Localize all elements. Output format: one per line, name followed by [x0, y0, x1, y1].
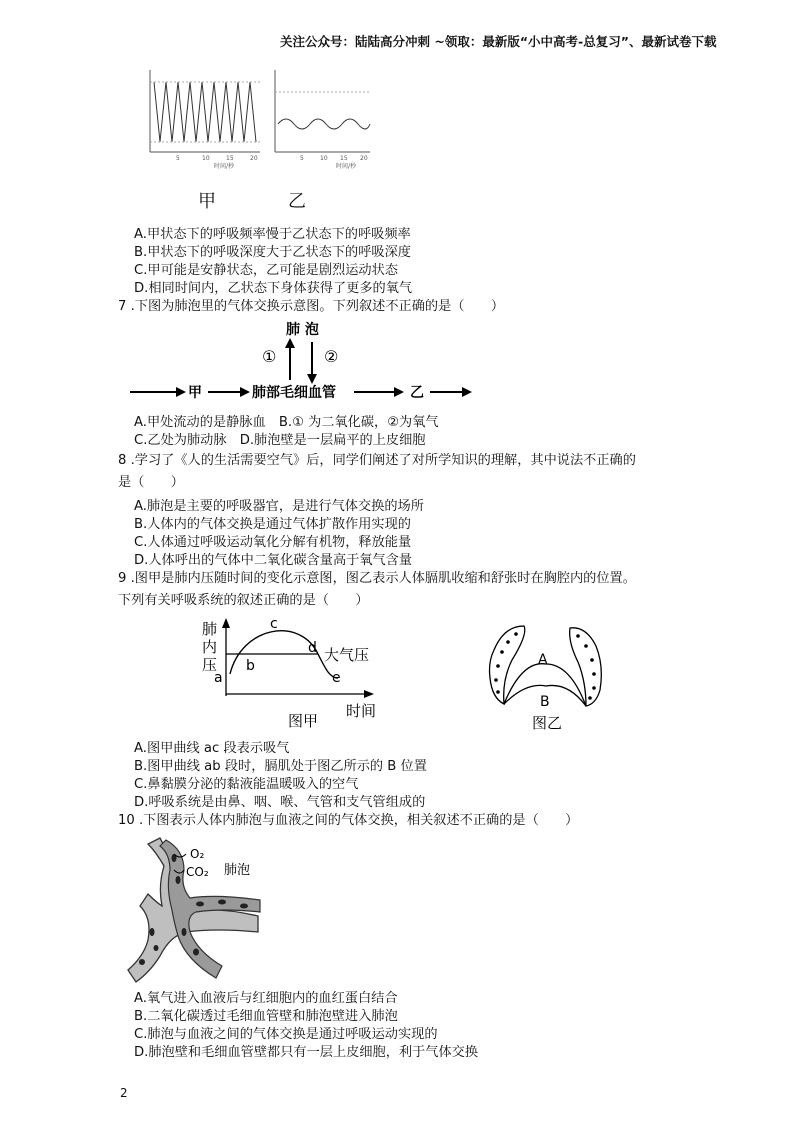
tick-label: 5 [176, 155, 180, 162]
tick-label: 15 [340, 155, 348, 162]
q7-options-cd: C.乙处为肺动脉 D.肺泡壁是一层扁平的上皮细胞 [134, 433, 426, 448]
q10-option-c: C.肺泡与血液之间的气体交换是通过呼吸运动实现的 [134, 1027, 438, 1042]
q6-option-d: D.相同时间内，乙状态下身体获得了更多的氧气 [134, 281, 413, 296]
q10-option-a: A.氧气进入血液后与红细胞内的血红蛋白结合 [134, 991, 398, 1006]
label-jia: 甲 [198, 191, 216, 212]
x-axis-label: 时间 [346, 702, 377, 720]
q8-stem-line2: 是（ ） [118, 475, 184, 490]
y-axis-label: 压 [202, 656, 218, 674]
figure-caption-jia: 图甲 [288, 712, 319, 730]
point-d: d [308, 640, 317, 656]
co2-label: CO₂ [186, 865, 209, 879]
tick-label: 15 [226, 155, 234, 162]
tick-label: 10 [320, 155, 328, 162]
q8-option-d: D.人体呼出的气体中二氧化碳含量高于氧气含量 [134, 553, 413, 568]
tick-label: 20 [360, 155, 368, 162]
q9-stem-line2: 下列有关呼吸系统的叙述正确的是（ ） [118, 593, 369, 608]
alveolus-exchange-diagram [128, 318, 488, 410]
breathing-graphs-figure [130, 62, 390, 222]
number-1: ① [262, 347, 277, 366]
capillary-label: 肺部毛细血管 [252, 385, 336, 401]
tick-label: 20 [250, 155, 258, 162]
q7-stem: 7 .下图为肺泡里的气体交换示意图。下列叙述不正确的是（ ） [118, 299, 505, 314]
tick-label: 10 [202, 155, 210, 162]
page-number: 2 [120, 1086, 128, 1100]
x-axis-label: 时间/秒 [214, 163, 235, 170]
alveolus-label: 肺泡 [224, 863, 251, 878]
y-axis-label: 肺 [202, 620, 218, 638]
alveolus-blood-exchange-figure [126, 836, 286, 986]
yi-label: 乙 [410, 385, 424, 401]
tick-label: 5 [300, 155, 304, 162]
q10-option-b: B.二氧化碳透过毛细血管壁和肺泡壁进入肺泡 [134, 1009, 398, 1024]
q6-option-b: B.甲状态下的呼吸深度大于乙状态下的呼吸深度 [134, 245, 411, 260]
x-axis-label: 时间/秒 [336, 163, 357, 170]
q8-option-a: A.肺泡是主要的呼吸器官，是进行气体交换的场所 [134, 499, 424, 514]
q7-options-ab: A.甲处流动的是静脉血 B.① 为二氧化碳，②为氧气 [134, 415, 439, 430]
point-e: e [332, 670, 341, 686]
q10-stem: 10 .下图表示人体内肺泡与血液之间的气体交换，相关叙述不正确的是（ ） [118, 813, 579, 828]
q9-stem-line1: 9 .图甲是肺内压随时间的变化示意图，图乙表示人体膈肌收缩和舒张时在胸腔内的位置。 [118, 571, 636, 586]
figure-caption-yi: 图乙 [532, 714, 563, 732]
q8-option-c: C.人体通过呼吸运动氧化分解有机物，释放能量 [134, 535, 412, 550]
diaphragm-position-figure [482, 620, 612, 732]
point-c: c [270, 616, 278, 632]
lung-pressure-graph [200, 616, 390, 730]
q9-option-a: A.图甲曲线 ac 段表示吸气 [134, 741, 290, 756]
o2-label: O₂ [190, 847, 205, 861]
page-header: 关注公众号：陆陆高分冲刺 ~领取：最新版“小中高考-总复习”、最新试卷下载 [280, 34, 717, 49]
yi-wave [278, 119, 370, 129]
q10-option-d: D.肺泡壁和毛细血管壁都只有一层上皮细胞，利于气体交换 [134, 1045, 479, 1060]
q6-option-c: C.甲可能是安静状态，乙可能是剧烈运动状态 [134, 263, 398, 278]
q8-option-b: B.人体内的气体交换是通过气体扩散作用实现的 [134, 517, 411, 532]
label-a: A [538, 652, 548, 668]
q9-option-d: D.呼吸系统是由鼻、咽、喉、气管和支气管组成的 [134, 795, 426, 810]
y-axis-label: 内 [202, 638, 218, 656]
point-b: b [246, 658, 255, 674]
q9-option-c: C.鼻黏膜分泌的黏液能温暖吸入的空气 [134, 777, 359, 792]
atm-label: 大气压 [324, 646, 370, 664]
q9-option-b: B.图甲曲线 ab 段时，膈肌处于图乙所示的 B 位置 [134, 759, 427, 774]
jia-wave [154, 82, 256, 142]
q6-option-a: A.甲状态下的呼吸频率慢于乙状态下的呼吸频率 [134, 227, 411, 242]
point-a: a [214, 670, 223, 686]
alveolus-label: 肺 泡 [286, 322, 319, 338]
jia-label: 甲 [188, 385, 202, 401]
q8-stem-line1: 8 .学习了《人的生活需要空气》后，同学们阐述了对所学知识的理解，其中说法不正确的 [118, 453, 636, 468]
number-2: ② [324, 347, 339, 366]
graph-jia [150, 70, 260, 152]
label-yi: 乙 [288, 191, 306, 212]
label-b: B [540, 694, 550, 710]
graph-yi [275, 70, 370, 152]
